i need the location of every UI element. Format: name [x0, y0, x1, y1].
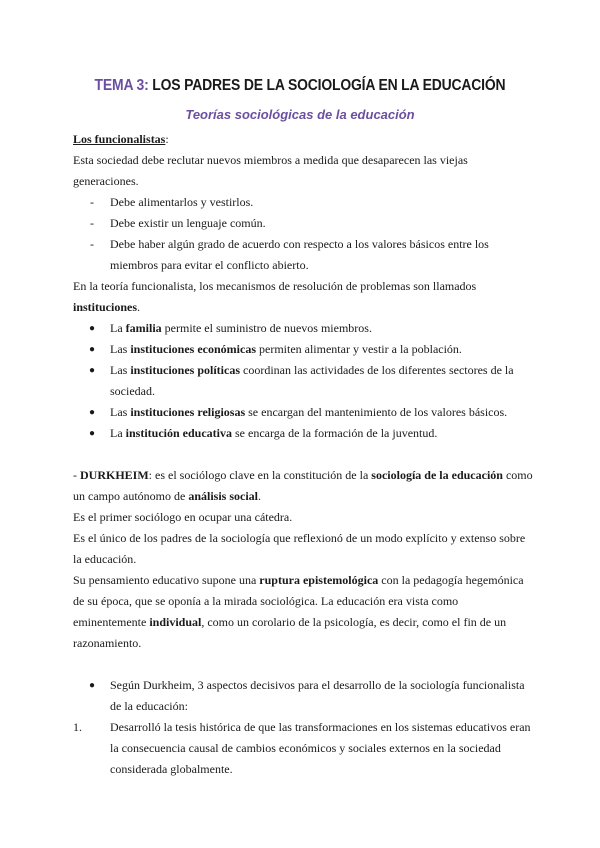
list-item: ● La familia permite el suministro de nuevos miembros.	[73, 318, 533, 339]
bullet-icon: ●	[89, 407, 96, 418]
bullet-icon: ●	[89, 428, 96, 439]
durkheim-paragraph-1: - DURKHEIM: es el sociólogo clave en la constitución de la sociología de la educación como un campo autónomo de análisis social.	[73, 468, 533, 503]
spacer	[73, 444, 533, 465]
instituciones-paragraph: En la teoría funcionalista, los mecanismos de resolución de problemas son llamados instituciones.	[73, 279, 477, 314]
title-number: TEMA 3:	[94, 77, 149, 94]
aspects-intro-list	[73, 675, 533, 717]
durkheim-paragraph-3: Es el único de los padres de la sociología que reflexionó de un modo explícito y extenso sobre la educación.	[73, 531, 526, 566]
bullet-icon: ●	[89, 344, 96, 355]
list-item: ● Según Durkheim, 3 aspectos decisivos para el desarrollo de la sociología funcionalista de la educación:	[73, 675, 533, 717]
title-text: LOS PADRES DE LA SOCIOLOGÍA EN LA EDUCACIÓN	[148, 77, 506, 94]
bullet-icon: ●	[89, 365, 96, 376]
dash-marker: -	[90, 237, 94, 251]
list-item: ● Las instituciones religiosas se encargan del mantenimiento de los valores básicos.	[73, 402, 533, 423]
institutions-list	[73, 318, 533, 444]
document-body	[73, 129, 533, 780]
page-title	[30, 77, 570, 95]
list-item: - Debe existir un lenguaje común.	[73, 213, 533, 234]
bullet-icon: ●	[89, 680, 96, 691]
list-item: ● Las instituciones económicas permiten alimentar y vestir a la población.	[73, 339, 533, 360]
durkheim-paragraph-4: Su pensamiento educativo supone una ruptura epistemológica con la pedagogía hegemónica de su época, que se oponía a la mirada sociológica. La educación era vista como eminentemente individual, como un corolario de la psicología, es decir, como el fin de un razonamiento.	[73, 573, 524, 650]
list-number: 1.	[73, 720, 82, 734]
dash-marker: -	[90, 216, 94, 230]
aspects-list	[73, 717, 533, 780]
section-heading-funcionalistas: Los funcionalistas:	[73, 132, 169, 146]
spacer	[73, 654, 533, 675]
list-item: - Debe alimentarlos y vestirlos.	[73, 192, 533, 213]
list-item: ● La institución educativa se encarga de la formación de la juventud.	[73, 423, 533, 444]
list-item: 1. Desarrolló la tesis histórica de que las transformaciones en los sistemas educativos eran la consecuencia causal de cambios económicos y sociales externos en la sociedad considerada globalmente.	[73, 717, 533, 780]
dash-marker: -	[90, 195, 94, 209]
needs-list	[73, 192, 533, 276]
funcionalistas-intro: Esta sociedad debe reclutar nuevos miembros a medida que desaparecen las viejas generaciones.	[73, 153, 468, 188]
durkheim-paragraph-2: Es el primer sociólogo en ocupar una cátedra.	[73, 510, 293, 524]
list-item: - Debe haber algún grado de acuerdo con respecto a los valores básicos entre los miembros para evitar el conflicto abierto.	[73, 234, 533, 276]
list-item: ● Las instituciones políticas coordinan las actividades de los diferentes sectores de la sociedad.	[73, 360, 533, 402]
bullet-icon: ●	[89, 323, 96, 334]
page-subtitle: Teorías sociológicas de la educación	[185, 107, 415, 122]
